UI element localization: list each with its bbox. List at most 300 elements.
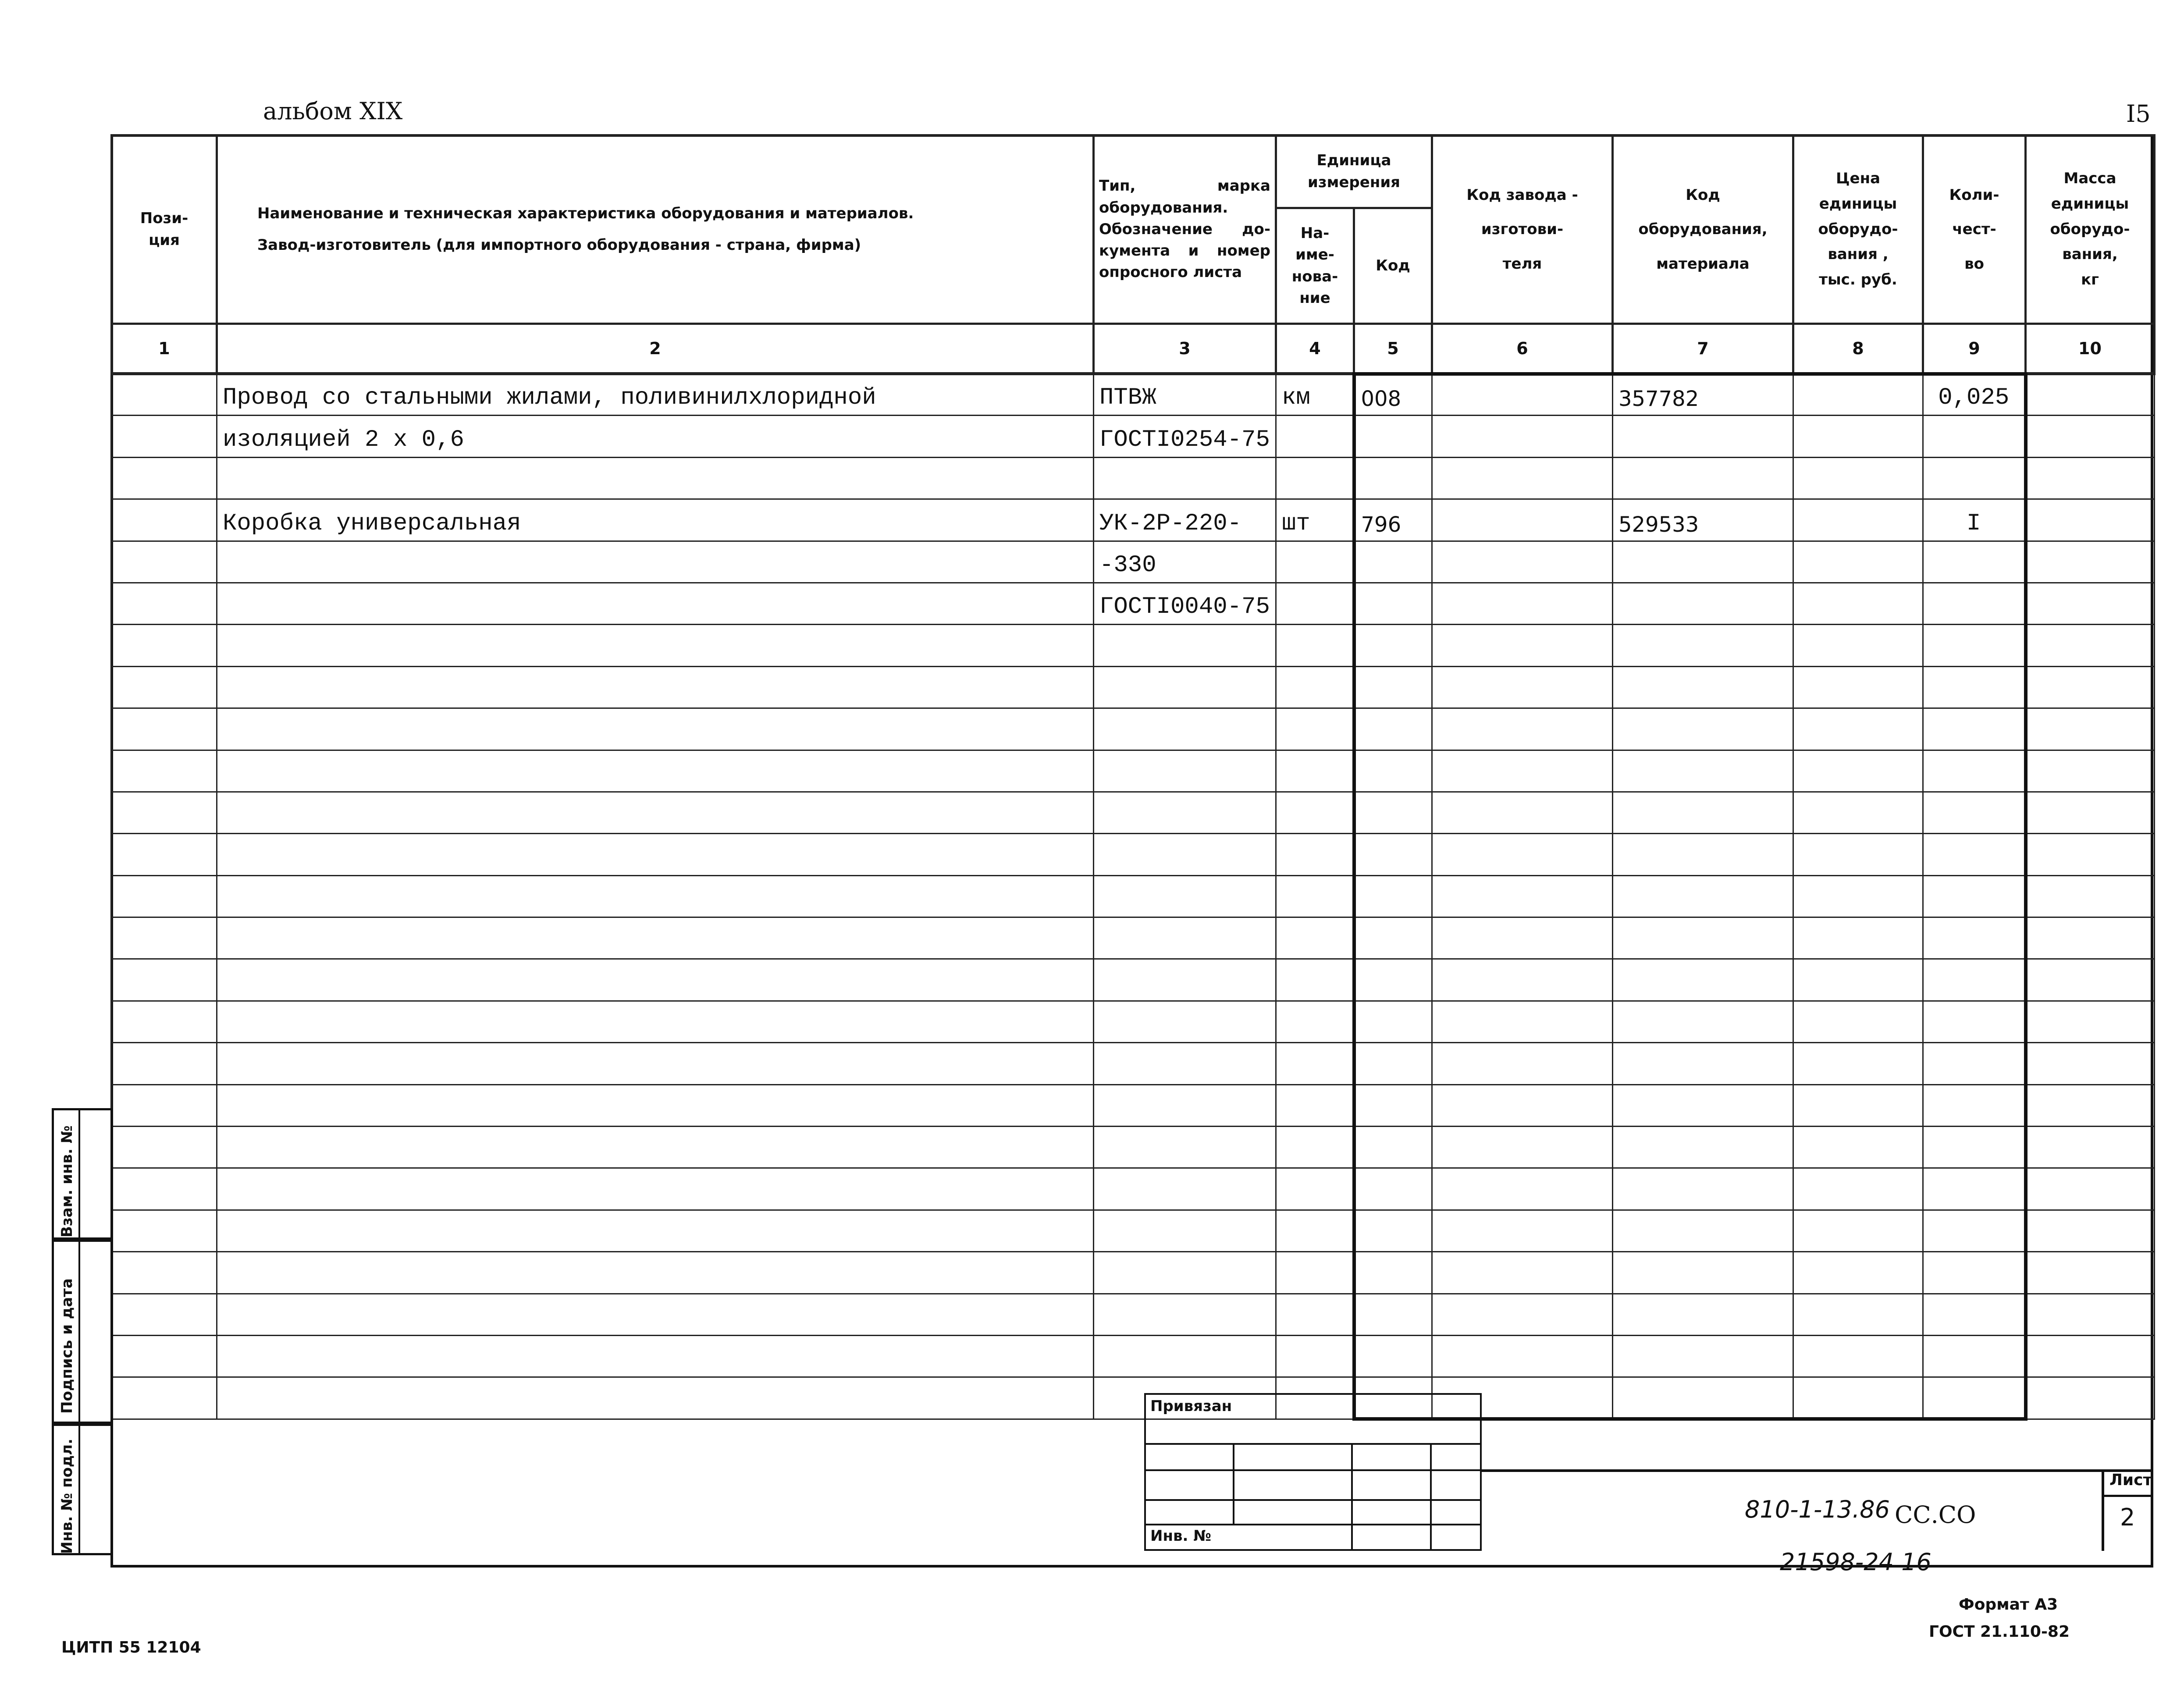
table-cell: I <box>1923 499 2026 541</box>
table-cell <box>112 457 217 499</box>
table-cell <box>1432 750 1613 792</box>
archive-number: 21598-24 16 <box>1780 1548 1931 1576</box>
table-cell <box>1923 457 2026 499</box>
table-cell <box>2026 1294 2155 1335</box>
table-cell <box>1432 917 1613 959</box>
col-header-name-line2: Завод-изготовитель (для импортного оборудования - страна, фирма) <box>257 236 861 254</box>
table-cell <box>1923 1084 2026 1126</box>
table-cell <box>2026 1168 2155 1210</box>
table-cell <box>1432 499 1613 541</box>
table-cell <box>1276 1168 1354 1210</box>
table-cell <box>1354 416 1432 457</box>
table-cell <box>1793 625 1923 666</box>
table-cell <box>1094 792 1276 833</box>
table-row <box>112 834 2155 875</box>
table-cell <box>1613 750 1793 792</box>
table-cell <box>1923 959 2026 1001</box>
table-row <box>112 1377 2155 1419</box>
table-cell <box>1793 1294 1923 1335</box>
table-cell <box>2026 1043 2155 1084</box>
table-cell <box>1094 750 1276 792</box>
table-cell <box>1793 917 1923 959</box>
specification-table <box>110 134 2156 1421</box>
col-header-position <box>112 135 217 324</box>
table-cell <box>112 1084 217 1126</box>
table-cell <box>1613 625 1793 666</box>
table-cell <box>2026 959 2155 1001</box>
table-cell <box>1793 1084 1923 1126</box>
table-cell <box>1354 1084 1432 1126</box>
table-cell <box>1276 1335 1354 1377</box>
table-cell <box>1923 1043 2026 1084</box>
table-cell <box>1793 1127 1923 1168</box>
table-cell <box>217 666 1094 708</box>
table-cell <box>1613 917 1793 959</box>
table-cell <box>112 917 217 959</box>
table-row <box>112 666 2155 708</box>
table-cell <box>1094 457 1276 499</box>
table-cell <box>1793 875 1923 917</box>
table-cell <box>1354 750 1432 792</box>
table-cell <box>1094 1084 1276 1126</box>
table-cell <box>2026 750 2155 792</box>
table-cell <box>1613 834 1793 875</box>
table-row <box>112 875 2155 917</box>
table-cell <box>217 1168 1094 1210</box>
table-cell <box>1354 1168 1432 1210</box>
table-cell <box>1923 541 2026 583</box>
table-cell <box>1354 1294 1432 1335</box>
table-cell: 796 <box>1354 499 1432 541</box>
table-cell <box>112 1043 217 1084</box>
table-cell <box>2026 1127 2155 1168</box>
table-cell <box>217 750 1094 792</box>
table-cell <box>1432 416 1613 457</box>
table-cell <box>217 792 1094 833</box>
table-cell <box>1613 457 1793 499</box>
table-cell <box>1094 1252 1276 1294</box>
table-cell <box>2026 541 2155 583</box>
table-cell <box>1432 1168 1613 1210</box>
table-cell: км <box>1276 374 1354 416</box>
table-cell <box>1094 708 1276 750</box>
table-cell <box>1432 1294 1613 1335</box>
table-cell <box>112 1335 217 1377</box>
table-cell <box>217 457 1094 499</box>
table-cell <box>1432 875 1613 917</box>
table-row <box>112 1043 2155 1084</box>
table-cell <box>1793 499 1923 541</box>
table-cell <box>217 959 1094 1001</box>
table-cell <box>2026 374 2155 416</box>
table-cell <box>1094 959 1276 1001</box>
side-stamp-podpis-label: Подпись и дата <box>58 1278 76 1414</box>
table-cell <box>1094 666 1276 708</box>
table-cell <box>1793 1168 1923 1210</box>
col-header-plant-code <box>1432 135 1613 324</box>
table-cell <box>1793 583 1923 624</box>
table-cell <box>1923 834 2026 875</box>
table-cell <box>112 1252 217 1294</box>
col-number: 2 <box>217 324 1094 374</box>
binding-label: Привязан <box>1150 1397 1232 1415</box>
table-cell <box>1354 1043 1432 1084</box>
col-header-name-line1: Наименование и техническая характеристика оборудования и материалов. <box>257 205 914 223</box>
table-cell <box>1094 1335 1276 1377</box>
table-cell <box>1793 708 1923 750</box>
table-row <box>112 583 2155 624</box>
drawing-designation-suffix: СС.СО <box>1895 1501 1976 1529</box>
table-cell <box>1276 1294 1354 1335</box>
table-cell <box>1354 1252 1432 1294</box>
table-cell <box>1354 1335 1432 1377</box>
table-cell <box>112 1294 217 1335</box>
sheet-number: 2 <box>2120 1504 2135 1531</box>
table-cell <box>1793 1001 1923 1042</box>
page-number: I5 <box>2126 100 2151 128</box>
table-cell <box>1276 1210 1354 1251</box>
table-cell <box>112 959 217 1001</box>
table-cell <box>217 1127 1094 1168</box>
table-cell <box>1354 666 1432 708</box>
table-cell <box>217 834 1094 875</box>
table-cell <box>1094 1001 1276 1042</box>
table-cell <box>1432 1001 1613 1042</box>
gost-label: ГОСТ 21.110-82 <box>1929 1623 2070 1641</box>
sheet-label: Лист <box>2109 1471 2152 1489</box>
table-cell <box>2026 583 2155 624</box>
table-cell <box>1793 1043 1923 1084</box>
table-cell <box>1354 1001 1432 1042</box>
table-cell <box>1432 457 1613 499</box>
col-number: 10 <box>2026 324 2155 374</box>
table-cell <box>1276 1084 1354 1126</box>
table-cell <box>1613 1043 1793 1084</box>
table-cell <box>1923 917 2026 959</box>
table-cell <box>1923 792 2026 833</box>
table-cell <box>1613 1377 1793 1419</box>
table-cell: 529533 <box>1613 499 1793 541</box>
table-cell <box>217 625 1094 666</box>
table-cell <box>1276 457 1354 499</box>
table-row <box>112 1210 2155 1251</box>
table-cell <box>1923 708 2026 750</box>
table-cell <box>112 666 217 708</box>
table-cell <box>217 917 1094 959</box>
table-cell <box>1432 1043 1613 1084</box>
table-cell <box>1613 1294 1793 1335</box>
table-cell <box>1276 1043 1354 1084</box>
table-row <box>112 708 2155 750</box>
table-row <box>112 416 2155 457</box>
table-cell <box>1793 750 1923 792</box>
table-cell <box>1276 1252 1354 1294</box>
col-number: 6 <box>1432 324 1613 374</box>
col-header-unit-group: Единица измерения <box>1276 135 1432 208</box>
table-cell <box>1613 1127 1793 1168</box>
table-cell <box>1923 1335 2026 1377</box>
table-cell <box>1432 1084 1613 1126</box>
table-cell <box>1432 583 1613 624</box>
table-cell <box>1276 708 1354 750</box>
table-cell <box>1613 416 1793 457</box>
col-header-unit-name-text: На- име- нова- ние <box>1291 224 1338 307</box>
table-cell: ГОСТI0040-75 <box>1094 583 1276 624</box>
table-cell <box>1354 625 1432 666</box>
table-cell <box>1613 1084 1793 1126</box>
table-cell: 008 <box>1354 374 1432 416</box>
col-number: 3 <box>1094 324 1276 374</box>
table-cell <box>2026 834 2155 875</box>
table-cell <box>2026 708 2155 750</box>
table-cell <box>1094 834 1276 875</box>
table-row <box>112 1252 2155 1294</box>
col-number: 7 <box>1613 324 1793 374</box>
table-cell <box>2026 625 2155 666</box>
table-cell <box>1432 1210 1613 1251</box>
col-number: 1 <box>112 324 217 374</box>
table-cell <box>1432 792 1613 833</box>
col-header-type: Тип, марка оборудования. Обозначение до-кумента и номер опросного листа <box>1094 135 1276 324</box>
binding-block <box>1144 1393 1482 1551</box>
table-cell <box>1923 666 2026 708</box>
binding-inv-label: Инв. № <box>1150 1527 1212 1545</box>
table-cell <box>1354 541 1432 583</box>
table-cell <box>2026 1252 2155 1294</box>
table-cell <box>1923 625 2026 666</box>
table-row <box>112 792 2155 833</box>
table-cell: изоляцией 2 х 0,6 <box>217 416 1094 457</box>
table-cell <box>112 499 217 541</box>
table-cell <box>1793 541 1923 583</box>
table-cell <box>1354 1210 1432 1251</box>
table-cell <box>1354 792 1432 833</box>
table-cell <box>1613 1335 1793 1377</box>
table-cell <box>217 1210 1094 1251</box>
table-cell <box>2026 457 2155 499</box>
table-row <box>112 1335 2155 1377</box>
table-cell <box>1793 1335 1923 1377</box>
table-cell <box>1432 1127 1613 1168</box>
table-cell <box>1793 666 1923 708</box>
table-cell <box>1354 1127 1432 1168</box>
col-header-price-text: Цена единицы оборудо- вания , тыс. руб. <box>1818 170 1898 289</box>
table-cell <box>217 1043 1094 1084</box>
table-cell <box>1276 1127 1354 1168</box>
table-cell <box>1276 834 1354 875</box>
table-cell: 0,025 <box>1923 374 2026 416</box>
table-cell <box>217 1335 1094 1377</box>
table-cell: УК-2Р-220- <box>1094 499 1276 541</box>
table-cell <box>2026 1377 2155 1419</box>
table-cell <box>112 1210 217 1251</box>
table-cell <box>1923 1210 2026 1251</box>
col-header-unit-code: Код <box>1354 208 1432 324</box>
table-cell <box>1354 457 1432 499</box>
table-cell <box>1094 1210 1276 1251</box>
col-header-quantity <box>1923 135 2026 324</box>
table-cell <box>1354 708 1432 750</box>
format-label: Формат А3 <box>1959 1596 2058 1614</box>
table-cell <box>1613 959 1793 1001</box>
table-cell <box>1354 959 1432 1001</box>
table-cell <box>217 708 1094 750</box>
col-number: 9 <box>1923 324 2026 374</box>
table-row <box>112 499 2155 541</box>
table-cell <box>1276 917 1354 959</box>
table-cell <box>112 374 217 416</box>
table-cell <box>1613 875 1793 917</box>
table-cell <box>1793 959 1923 1001</box>
table-cell <box>1613 1168 1793 1210</box>
table-cell <box>112 625 217 666</box>
table-cell <box>1276 541 1354 583</box>
table-cell <box>1613 1001 1793 1042</box>
side-stamp-inv-label: Инв. № подл. <box>58 1438 76 1554</box>
table-row <box>112 917 2155 959</box>
table-cell <box>217 1084 1094 1126</box>
table-cell <box>1276 416 1354 457</box>
table-row <box>112 1294 2155 1335</box>
col-number: 4 <box>1276 324 1354 374</box>
table-cell <box>2026 416 2155 457</box>
table-cell <box>1793 416 1923 457</box>
table-cell <box>1613 1210 1793 1251</box>
table-cell <box>1276 959 1354 1001</box>
table-row <box>112 750 2155 792</box>
table-cell <box>217 1294 1094 1335</box>
table-cell <box>1613 708 1793 750</box>
table-cell <box>1613 666 1793 708</box>
table-cell <box>1094 875 1276 917</box>
table-cell <box>2026 499 2155 541</box>
table-cell <box>112 750 217 792</box>
table-cell <box>112 792 217 833</box>
table-cell <box>1793 457 1923 499</box>
table-cell <box>112 541 217 583</box>
table-cell <box>1793 374 1923 416</box>
table-cell <box>1276 1001 1354 1042</box>
col-header-position-text: Пози- ция <box>140 210 189 249</box>
table-cell <box>1276 583 1354 624</box>
col-header-equipment-code-text: Код оборудования, материала <box>1638 186 1768 273</box>
table-cell <box>2026 792 2155 833</box>
table-cell: -330 <box>1094 541 1276 583</box>
table-cell <box>1923 1294 2026 1335</box>
table-cell <box>1432 374 1613 416</box>
table-cell <box>1094 1168 1276 1210</box>
table-cell: ГОСТI0254-75 <box>1094 416 1276 457</box>
table-cell <box>1354 834 1432 875</box>
table-cell <box>1354 583 1432 624</box>
table-cell <box>2026 917 2155 959</box>
table-cell <box>217 583 1094 624</box>
table-cell <box>1613 1252 1793 1294</box>
table-cell <box>1923 1377 2026 1419</box>
col-header-price <box>1793 135 1923 324</box>
table-cell <box>1276 875 1354 917</box>
col-number: 5 <box>1354 324 1432 374</box>
table-cell <box>1793 1210 1923 1251</box>
table-cell <box>2026 1084 2155 1126</box>
table-cell: ПТВЖ <box>1094 374 1276 416</box>
table-cell: Провод со стальными жилами, поливинилхлоридной <box>217 374 1094 416</box>
table-row <box>112 1001 2155 1042</box>
side-stamp-inv <box>52 1424 113 1555</box>
table-cell <box>1276 625 1354 666</box>
table-cell <box>112 1377 217 1419</box>
table-cell: Коробка универсальная <box>217 499 1094 541</box>
table-row <box>112 1168 2155 1210</box>
col-header-plant-code-text: Код завода - изготови- теля <box>1466 186 1578 273</box>
table-cell <box>1094 1043 1276 1084</box>
table-cell <box>1432 708 1613 750</box>
side-stamp-vzam <box>52 1108 113 1240</box>
table-cell <box>1923 1252 2026 1294</box>
side-stamp-podpis <box>52 1240 113 1424</box>
table-cell <box>1923 583 2026 624</box>
table-cell <box>1793 1252 1923 1294</box>
table-cell <box>1354 917 1432 959</box>
album-label: альбом XIX <box>263 97 403 125</box>
table-cell <box>1793 1377 1923 1419</box>
table-cell <box>1923 1001 2026 1042</box>
table-cell <box>1276 750 1354 792</box>
table-cell <box>217 541 1094 583</box>
table-cell <box>1793 834 1923 875</box>
citp-label: ЦИТП 55 12104 <box>61 1639 201 1657</box>
table-cell <box>2026 1210 2155 1251</box>
table-row <box>112 374 2155 416</box>
table-cell <box>1613 792 1793 833</box>
table-cell <box>1923 416 2026 457</box>
table-cell <box>217 875 1094 917</box>
table-cell <box>1094 917 1276 959</box>
table-cell <box>1432 541 1613 583</box>
table-cell <box>1276 666 1354 708</box>
table-cell <box>1923 750 2026 792</box>
table-cell <box>112 1168 217 1210</box>
table-cell <box>112 416 217 457</box>
col-header-name <box>217 135 1094 324</box>
table-row <box>112 1084 2155 1126</box>
table-cell <box>1432 834 1613 875</box>
table-cell <box>1923 875 2026 917</box>
table-cell <box>217 1252 1094 1294</box>
table-cell <box>2026 666 2155 708</box>
table-cell <box>112 1127 217 1168</box>
col-header-equipment-code <box>1613 135 1793 324</box>
col-number: 8 <box>1793 324 1923 374</box>
table-cell: шт <box>1276 499 1354 541</box>
col-header-unit-name <box>1276 208 1354 324</box>
table-row <box>112 457 2155 499</box>
table-cell <box>1923 1168 2026 1210</box>
col-header-mass <box>2026 135 2155 324</box>
table-cell <box>1793 792 1923 833</box>
table-cell <box>1613 583 1793 624</box>
table-cell <box>1432 959 1613 1001</box>
table-cell <box>1276 792 1354 833</box>
table-cell <box>2026 1001 2155 1042</box>
table-cell <box>1354 875 1432 917</box>
table-cell <box>1923 1127 2026 1168</box>
table-row <box>112 1127 2155 1168</box>
table-row <box>112 959 2155 1001</box>
table-row <box>112 625 2155 666</box>
table-cell <box>112 583 217 624</box>
col-header-quantity-text: Коли- чест- во <box>1949 186 1999 273</box>
